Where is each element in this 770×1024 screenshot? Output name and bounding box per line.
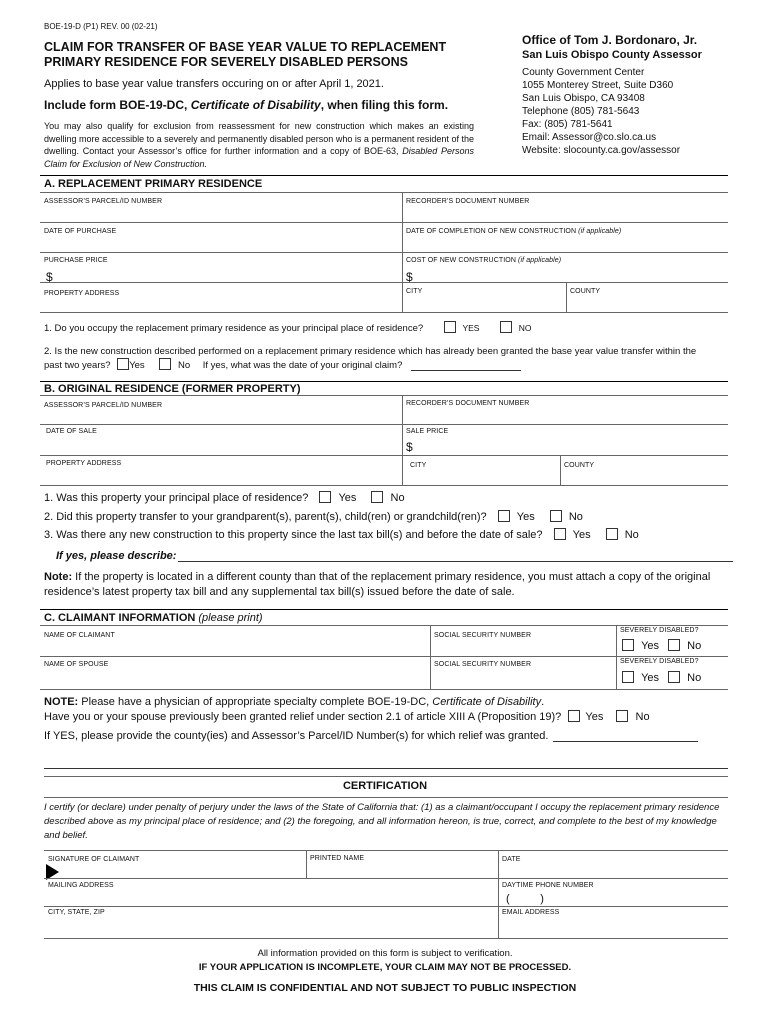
c-spouse-severely-label: SEVERELY DISABLED? [620,658,699,665]
c-claimant-label: NAME OF CLAIMANT [44,632,115,639]
c-claimant-disabled: Yes No [622,639,701,652]
b-sale-date-label: DATE OF SALE [46,428,97,435]
b-q1-yes-checkbox[interactable] [319,491,331,503]
form-title: CLAIM FOR TRANSFER OF BASE YEAR VALUE TO REPLACEMENT PRIMARY RESIDENCE FOR SEVERELY DISABLED PERSONS [44,40,447,69]
a-city-label: CITY [406,288,423,295]
divider [616,625,617,689]
office-line: Email: Assessor@co.slo.ca.us [522,132,657,143]
section-c-heading: C. CLAIMANT INFORMATION (please print) [44,612,263,624]
date-label: DATE [502,856,521,863]
divider [44,878,728,879]
c-spouse-no-checkbox[interactable] [668,671,680,683]
divider [40,625,728,626]
divider [402,395,403,485]
divider [40,395,728,396]
printed-name-label: PRINTED NAME [310,855,365,862]
a-county-label: COUNTY [570,288,601,295]
c-relief-field-line[interactable] [44,768,728,769]
a-question-1: 1. Do you occupy the replacement primary residence as your principal place of residence? YES NO [44,323,532,334]
c-if-yes: If YES, please provide the county(ies) and Assessor’s Parcel/ID Number(s) for which relief was granted. [44,730,698,742]
b-city-label: CITY [410,462,427,469]
assessor-office-block [522,32,742,157]
a-q2-yes-checkbox[interactable] [117,358,129,370]
b-parcel-label: ASSESSOR’S PARCEL/ID NUMBER [44,402,163,409]
divider [44,938,728,939]
c-relief-field[interactable] [553,741,698,742]
b-q3-no-checkbox[interactable] [606,528,618,540]
divider [44,850,728,851]
divider [40,192,728,193]
c-prop19-no-checkbox[interactable] [616,710,628,722]
divider [566,282,567,312]
footer-confidential: THIS CLAIM IS CONFIDENTIAL AND NOT SUBJECT TO PUBLIC INSPECTION [193,982,577,994]
intro-paragraph: You may also qualify for exclusion from reassessment for new construction which makes an existing dwelling more accessible to a severely and permanently disabled person who is a permanent resident of the dwelling. Contact your Assessor’s office for further information and a copy of BOE-63, Disabled Persons Claim for Exclusion of New Construction. [44,121,474,169]
divider [40,424,728,425]
b-describe-field[interactable] [178,561,733,562]
signature-label: SIGNATURE OF CLAIMANT [48,856,140,863]
certification-text: I certify (or declare) under penalty of perjury under the laws of the State of California that: (1) as a claimant/occupant I occupy the replacement primary residence described above as my principal place of residence; and (2) the foregoing, and all information hereon, is true, correct, and complete to the best of my knowledge and belief. [44,802,720,841]
a-question-2: 2. Is the new construction described performed on a replacement primary residence which has already been granted the base year value transfer within the [44,346,697,357]
divider [40,485,728,486]
divider [40,252,728,253]
a-purchase-price-dollar: $ [46,270,53,284]
email-label: EMAIL ADDRESS [502,909,560,916]
b-question-2: 2. Did this property transfer to your grandparent(s), parent(s), child(ren) or grandchild(ren)? Yes No [44,511,583,523]
office-line: Website: slocounty.ca.gov/assessor [522,145,681,156]
b-address-label: PROPERTY ADDRESS [46,460,122,467]
phone-label: DAYTIME PHONE NUMBER [502,882,594,889]
divider [44,776,728,777]
include-instruction: Include form BOE-19-DC, Certificate of Disability, when filing this form. [44,98,449,112]
a-recorder-label: RECORDER’S DOCUMENT NUMBER [406,198,530,205]
a-q1-yes-checkbox[interactable] [444,321,456,333]
city-state-zip-label: CITY, STATE, ZIP [48,909,105,916]
c-ssn-label: SOCIAL SECURITY NUMBER [434,632,532,639]
divider [498,850,499,938]
office-line: County Government Center [522,67,645,78]
a-purchase-date-label: DATE OF PURCHASE [44,228,117,235]
b-question-3: 3. Was there any new construction to this property since the last tax bill(s) and before the date of sale? Yes No [44,529,639,541]
divider [40,656,728,657]
a-purchase-price-label: PURCHASE PRICE [44,257,108,264]
divider [40,312,728,313]
form-id: BOE-19-D (P1) REV. 00 (02-21) [44,22,158,31]
footer-verification: All information provided on this form is subject to verification. [257,948,513,959]
office-line: San Luis Obispo, CA 93408 [522,93,645,104]
b-describe: If yes, please describe: [56,550,733,562]
b-sale-price-label: SALE PRICE [406,428,449,435]
divider [40,282,728,283]
divider [40,609,728,610]
c-claimant-yes-checkbox[interactable] [622,639,634,651]
c-spouse-ssn-label: SOCIAL SECURITY NUMBER [434,661,532,668]
divider [40,455,728,456]
divider [40,689,728,690]
c-prop19-yes-checkbox[interactable] [568,710,580,722]
b-county-label: COUNTY [564,462,595,469]
b-q1-no-checkbox[interactable] [371,491,383,503]
b-q2-yes-checkbox[interactable] [498,510,510,522]
footer-incomplete-warning: IF YOUR APPLICATION IS INCOMPLETE, YOUR CLAIM MAY NOT BE PROCESSED. [198,962,572,973]
c-note: NOTE: Please have a physician of appropriate specialty complete BOE-19-DC, Certificate of Disability. [44,696,545,708]
a-address-label: PROPERTY ADDRESS [44,290,120,297]
a-parcel-label: ASSESSOR’S PARCEL/ID NUMBER [44,198,163,205]
section-a-heading: A. REPLACEMENT PRIMARY RESIDENCE [44,178,263,190]
mailing-address-label: MAILING ADDRESS [48,882,114,889]
c-spouse-label: NAME OF SPOUSE [44,661,109,668]
b-recorder-label: RECORDER’S DOCUMENT NUMBER [406,400,530,407]
certification-heading: CERTIFICATION [342,780,428,792]
b-q3-yes-checkbox[interactable] [554,528,566,540]
a-completion-date-label: DATE OF COMPLETION OF NEW CONSTRUCTION (if applicable) [406,228,622,235]
a-cost-new-dollar: $ [406,270,413,284]
office-name: Office of Tom J. Bordonaro, Jr. [522,33,698,47]
office-title: San Luis Obispo County Assessor [522,49,702,61]
b-note: Note: If the property is located in a different county than that of the replacement primary residence, you must attach a copy of the original residence’s latest property tax bill and any supplemental tax bill(s) issued before the date of sale. [44,571,711,598]
divider [430,625,431,689]
divider [44,906,728,907]
office-line: Fax: (805) 781-5641 [522,119,613,130]
a-original-claim-date-field[interactable] [411,370,521,371]
a-cost-new-label: COST OF NEW CONSTRUCTION (if applicable) [406,257,562,264]
a-question-2-cont: past two years? Yes No If yes, what was the date of your original claim? [44,358,521,371]
c-prop19-question: Have you or your spouse previously been granted relief under section 2.1 of article XIII A (Proposition 19)? Yes No [44,711,650,723]
b-q2-no-checkbox[interactable] [550,510,562,522]
divider [306,850,307,878]
divider [40,175,728,176]
b-question-1: 1. Was this property your principal place of residence? Yes No [44,492,405,504]
c-spouse-yes-checkbox[interactable] [622,671,634,683]
c-spouse-disabled: Yes No [622,671,701,684]
office-line: 1055 Monterey Street, Suite D360 [522,80,674,91]
b-sale-price-dollar: $ [406,440,413,454]
c-severely-label: SEVERELY DISABLED? [620,627,699,634]
divider [44,797,728,798]
divider [40,222,728,223]
a-q2-no-checkbox[interactable] [159,358,171,370]
c-claimant-no-checkbox[interactable] [668,639,680,651]
section-b-heading: B. ORIGINAL RESIDENCE (FORMER PROPERTY) [44,383,301,395]
divider [560,455,561,485]
applies-text: Applies to base year value transfers occuring on or after April 1, 2021. [44,78,384,90]
phone-area-code: ( ) [506,893,544,905]
divider [40,381,728,382]
office-line: Telephone (805) 781-5643 [522,106,640,117]
a-q1-no-checkbox[interactable] [500,321,512,333]
